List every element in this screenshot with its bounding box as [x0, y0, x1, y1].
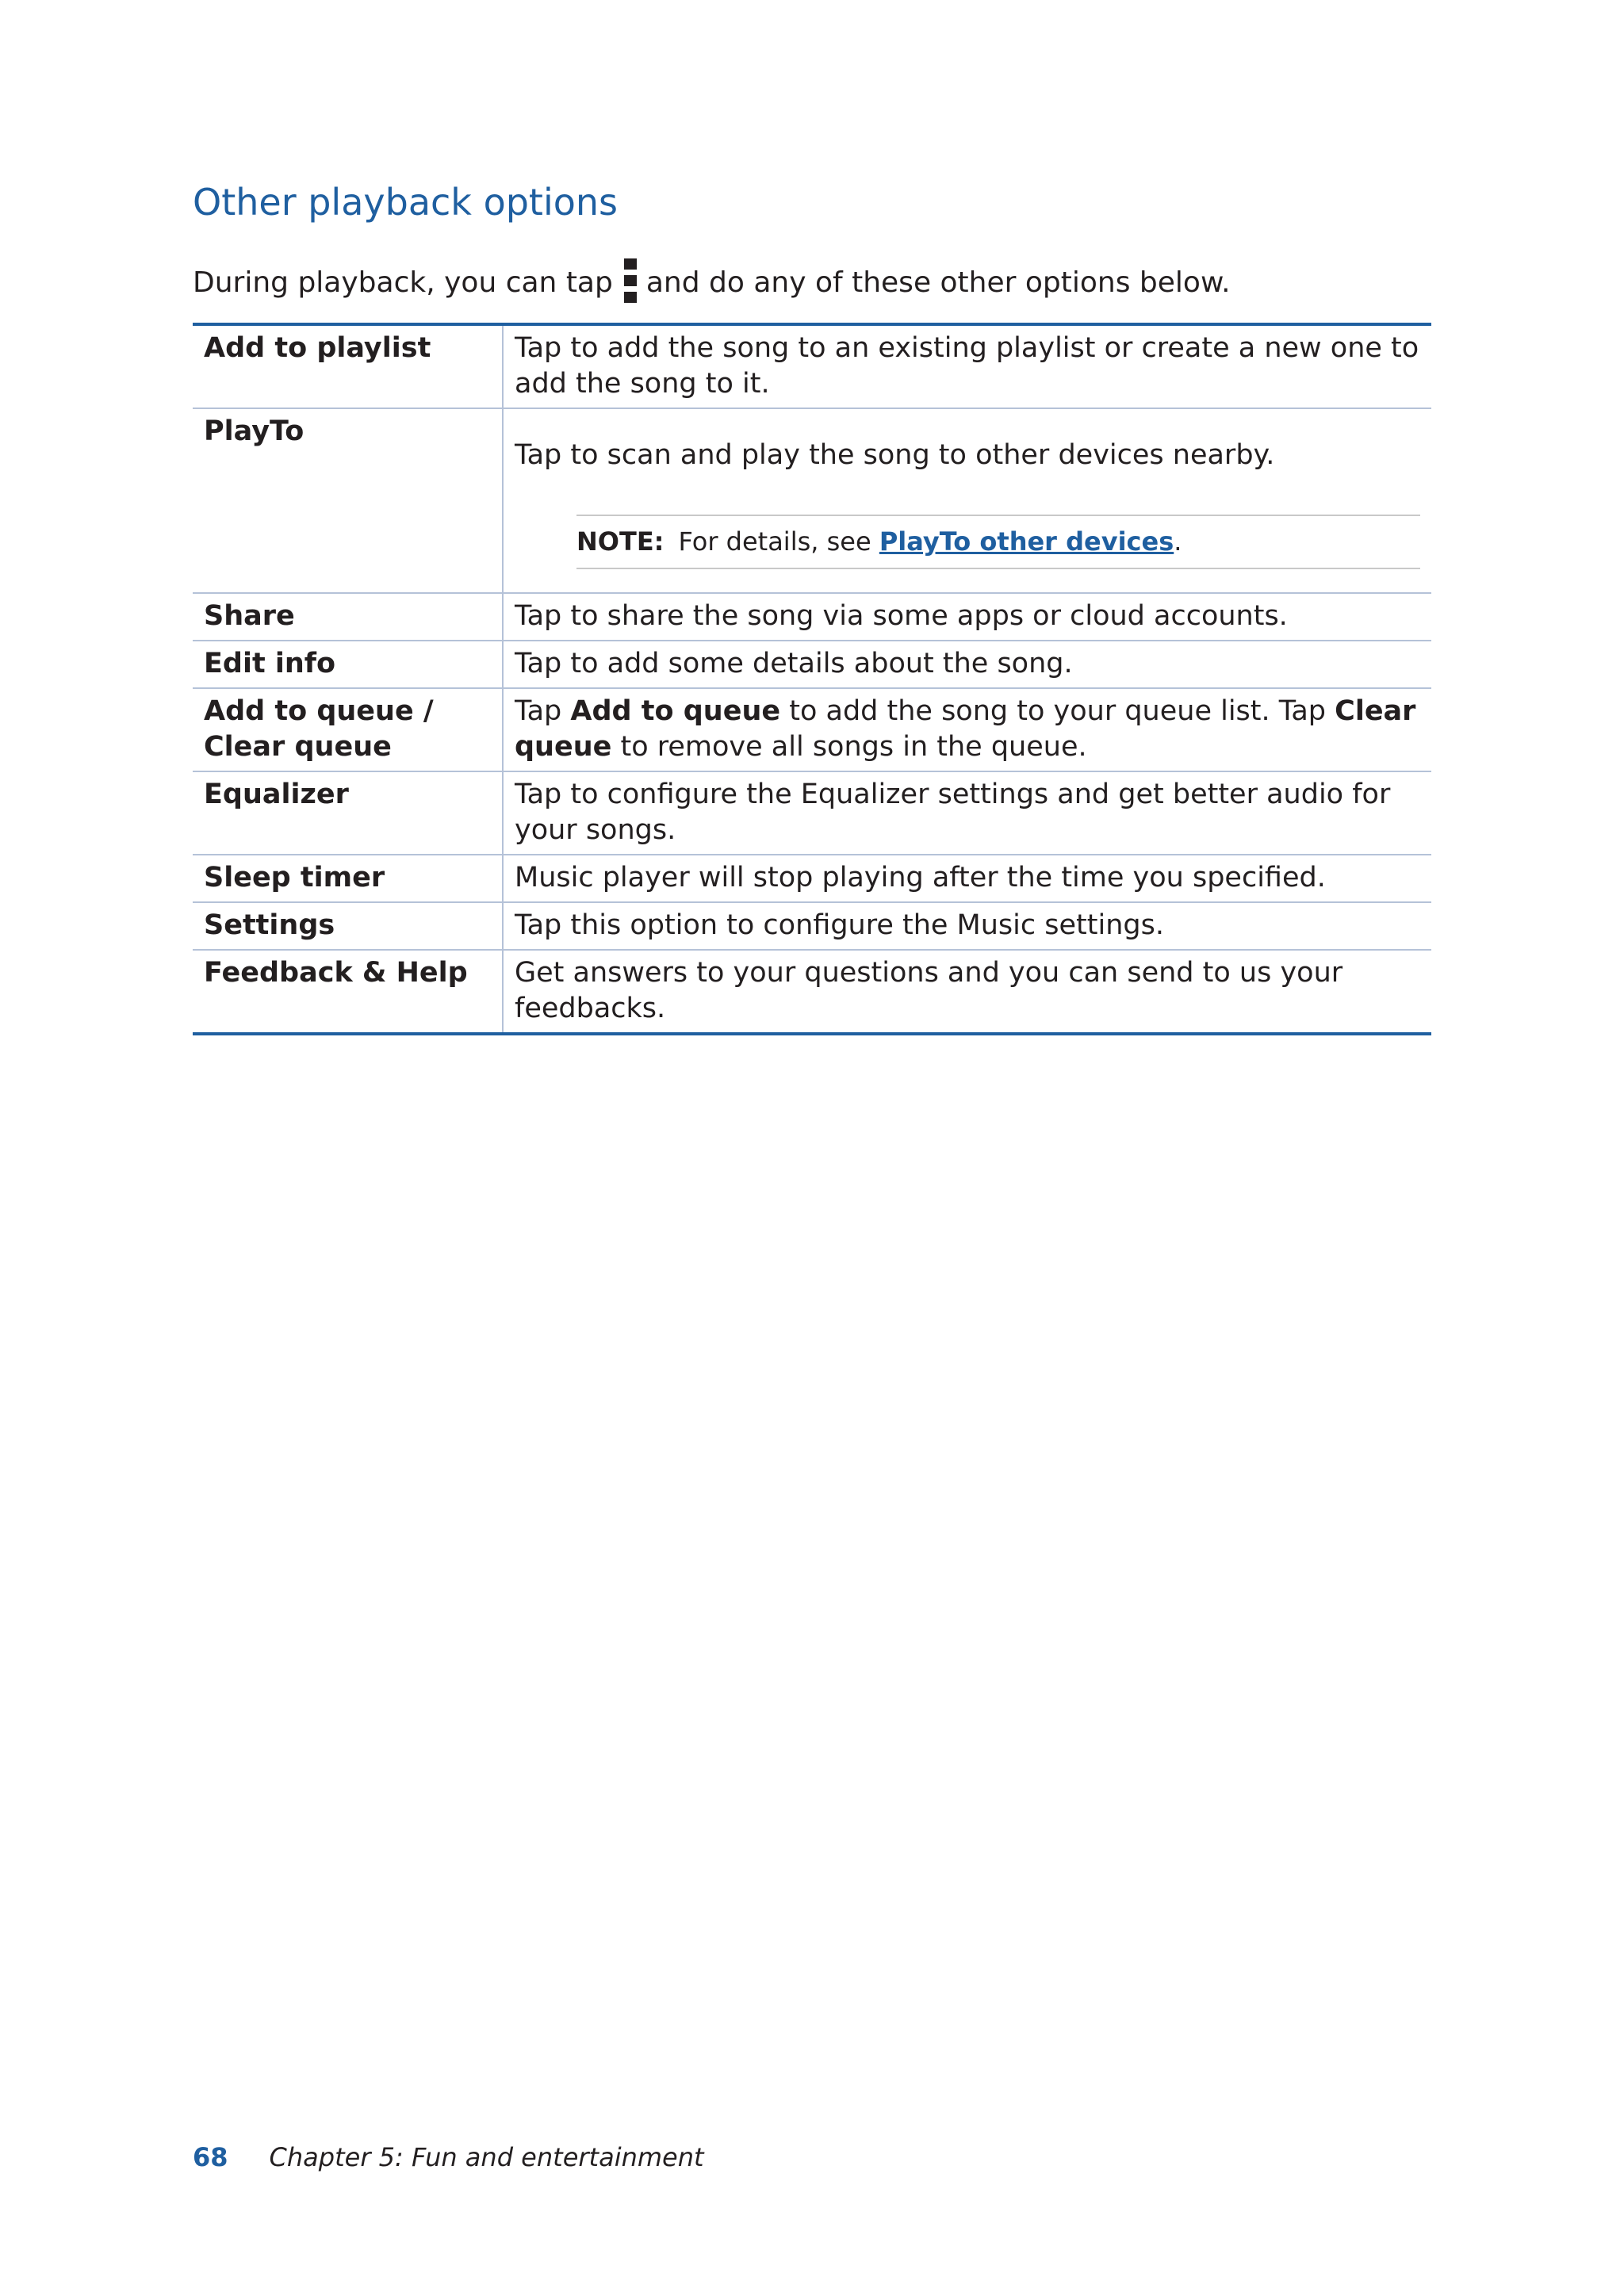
intro-before: During playback, you can tap: [193, 266, 613, 299]
option-name: Feedback & Help: [193, 950, 503, 1034]
option-name: Equalizer: [193, 771, 503, 855]
table-row: [193, 408, 1431, 593]
option-name: Share: [193, 593, 503, 641]
note-after: .: [1174, 526, 1182, 557]
option-description: Tap to scan and play the song to other devices nearby.: [515, 439, 1275, 471]
note-box: [576, 515, 1420, 569]
playto-link[interactable]: PlayTo other devices: [879, 526, 1174, 557]
intro-after: and do any of these other options below.: [645, 266, 1231, 299]
note-text: For details, see: [678, 526, 879, 557]
option-description: Tap to add some details about the song.: [503, 641, 1431, 688]
page-footer: [193, 2142, 704, 2172]
table-row: [193, 593, 1431, 641]
option-name: Add to playlist: [193, 324, 503, 408]
option-description: Tap this option to configure the Music settings.: [503, 902, 1431, 950]
option-description: [503, 688, 1431, 771]
desc-term-clear-queue: Clear queue: [515, 695, 1416, 763]
intro-text: [193, 258, 1231, 303]
table-row: [193, 688, 1431, 771]
option-description: Tap to add the song to an existing playlist or create a new one to add the song to it.: [515, 332, 1419, 400]
table-row: [193, 855, 1431, 902]
section-heading: Other playback options: [193, 181, 618, 224]
desc-part: to add the song to your queue list. Tap: [780, 695, 1335, 727]
table-row: [193, 950, 1431, 1034]
option-description-cell: [503, 408, 1431, 593]
option-name: Edit info: [193, 641, 503, 688]
desc-term-add-to-queue: Add to queue: [570, 695, 781, 727]
option-name: Add to queue / Clear queue: [193, 688, 503, 771]
options-table: [193, 323, 1431, 1035]
option-name: Sleep timer: [193, 855, 503, 902]
desc-part: Tap: [515, 695, 571, 727]
chapter-title: Chapter 5: Fun and entertainment: [269, 2142, 704, 2172]
table-row: [193, 641, 1431, 688]
option-description: Music player will stop playing after the time you specified.: [503, 855, 1431, 902]
option-description: Tap to configure the Equalizer settings and get better audio for your songs.: [503, 771, 1431, 855]
table-row: [193, 771, 1431, 855]
option-description: Get answers to your questions and you can send to us your feedbacks.: [503, 950, 1431, 1034]
note-label: NOTE:: [576, 526, 665, 557]
table-row: [193, 902, 1431, 950]
option-description: Tap to share the song via some apps or cloud accounts.: [503, 593, 1431, 641]
overflow-menu-icon: [624, 258, 637, 303]
desc-part: to remove all songs in the queue.: [611, 731, 1087, 763]
table-row: [193, 324, 1431, 408]
page-number: 68: [193, 2142, 228, 2172]
option-name: Settings: [193, 902, 503, 950]
option-name: PlayTo: [193, 408, 503, 593]
